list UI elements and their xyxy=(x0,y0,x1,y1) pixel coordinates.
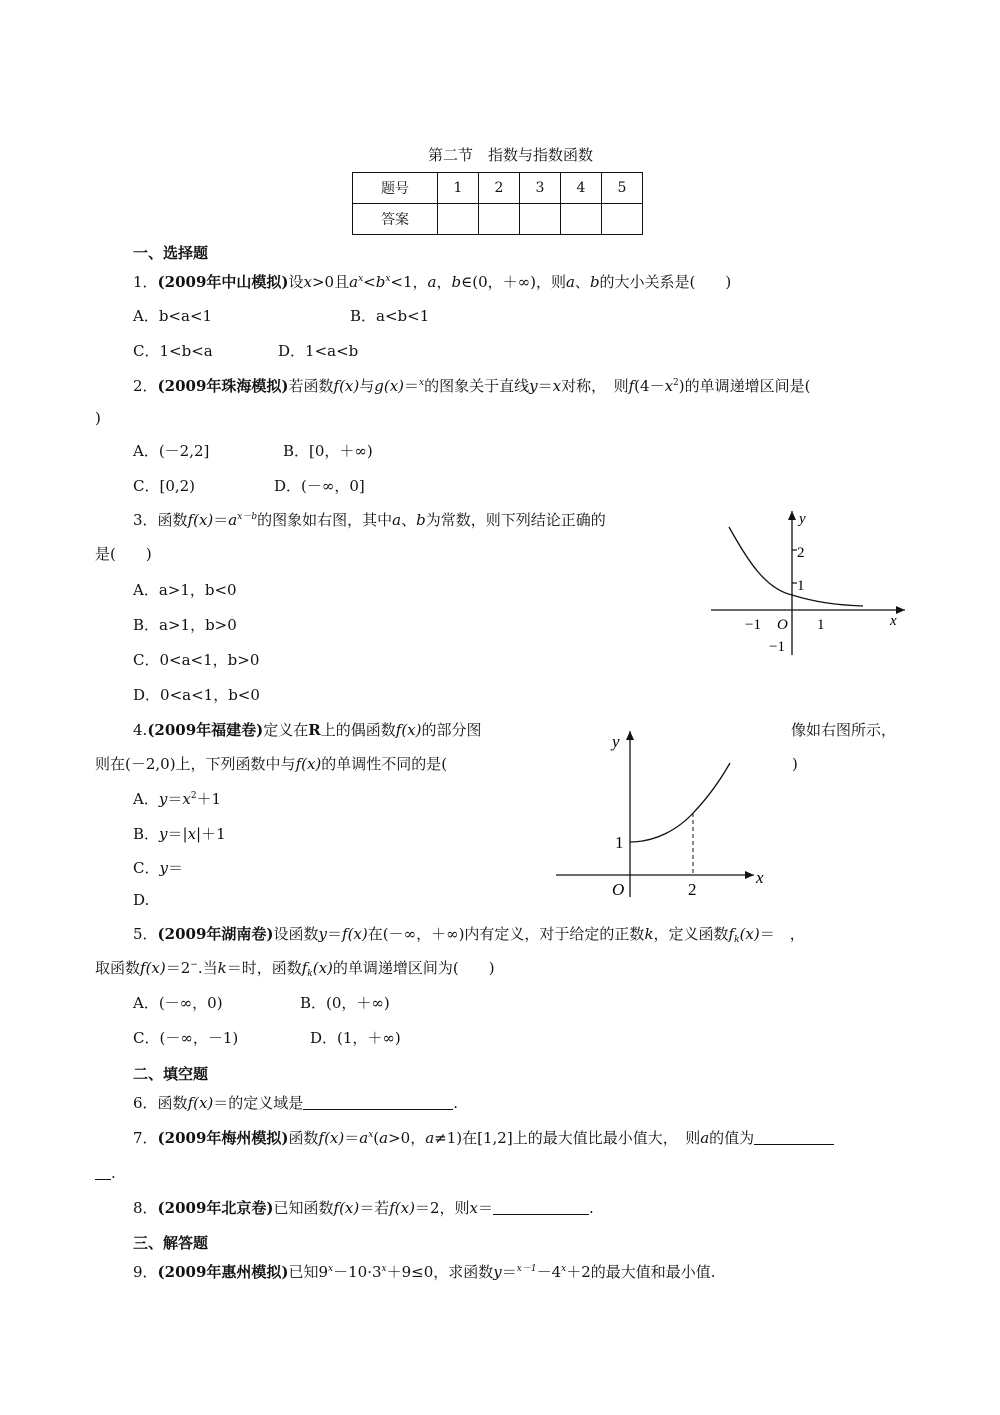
option-b: B．[0，＋∞) xyxy=(283,442,373,460)
question-4-line2: 则在(－2,0)上，下列函数中与f(x)的单调性不同的是( xyxy=(95,755,448,773)
answer-cell[interactable] xyxy=(479,204,520,235)
section-heading: 三、解答题 xyxy=(133,1234,209,1252)
tick-label: −1 xyxy=(769,639,785,655)
question-4-close: ) xyxy=(792,755,798,773)
answer-cell[interactable] xyxy=(520,204,561,235)
y-axis-label: y xyxy=(612,732,620,751)
x-axis-label: x xyxy=(756,868,764,887)
y-axis-arrow xyxy=(788,511,796,520)
option-d: D．1<a<b xyxy=(278,342,359,360)
table-label-answer: 答案 xyxy=(353,204,438,235)
question-5: 5．(2009年湖南卷)设函数y＝f(x)在(－∞，＋∞)内有定义，对于给定的正数k，定义函数$f_k(x)=$ ， xyxy=(133,925,805,945)
y-axis-label: y xyxy=(799,511,806,527)
x-axis-label: x xyxy=(890,613,897,629)
graph-even-function xyxy=(550,725,780,900)
answer-table xyxy=(352,172,643,235)
graph-exponential-decay xyxy=(705,505,915,660)
function-curve xyxy=(630,763,730,842)
tick-label: −1 xyxy=(745,617,761,633)
question-3-continued: 是( ) xyxy=(95,545,152,563)
answer-cell[interactable] xyxy=(602,204,643,235)
table-number: 4 xyxy=(561,173,602,204)
tick-label: 2 xyxy=(688,880,697,899)
option-a: A．a>1，b<0 xyxy=(133,581,237,599)
option-b: B．(0，＋∞) xyxy=(300,994,390,1012)
y-axis-arrow xyxy=(626,731,634,740)
decay-curve xyxy=(729,527,863,606)
x-axis-arrow xyxy=(896,606,905,614)
question-3: 3．函数$f(x)=a^{x-b}$的图象如右图，其中a、b为常数，则下列结论正确的 xyxy=(133,511,606,529)
origin-label: O xyxy=(777,617,788,633)
section-heading: 二、填空题 xyxy=(133,1065,209,1083)
question-2-continued: ) xyxy=(95,409,101,427)
question-4: 4.(2009年福建卷)定义在R上的偶函数f(x)的部分图 xyxy=(133,721,482,739)
question-8: 8．(2009年北京卷)已知函数f(x)＝若f(x)＝2，则x＝ . xyxy=(133,1199,594,1217)
question-2: 2．(2009年珠海模拟)若函数f(x)与g(x)＝$^x$的图象关于直线y＝x对称， 则$f(4-x^2)$的单调递增区间是( xyxy=(133,377,811,395)
x-axis-arrow xyxy=(745,871,754,879)
option-d: D．0<a<1，b<0 xyxy=(133,686,260,704)
option-c: C．1<b<a xyxy=(133,342,213,360)
answer-cell[interactable] xyxy=(438,204,479,235)
tick-label: 1 xyxy=(615,833,624,852)
option-d: D. xyxy=(133,891,150,909)
option-c: C．y＝ xyxy=(133,859,183,877)
page-title: 第二节 指数与指数函数 xyxy=(428,146,594,164)
question-4-right: 像如右图所示， xyxy=(791,721,897,739)
answer-blank[interactable] xyxy=(303,1095,453,1110)
question-6: 6．函数f(x)＝的定义域是 . xyxy=(133,1094,459,1112)
question-5-line2: 取函数f(x)＝2−.当k＝时，函数$f_k(x)$的单调递增区间为( ) xyxy=(95,959,495,979)
tick-label: 2 xyxy=(797,545,805,561)
option-d: D．(1，＋∞) xyxy=(310,1029,401,1047)
question-7: 7．(2009年梅州模拟)函数$f(x)=a^x(a>0$，a≠1)在[1,2]上的最大值比最小值大， 则a的值为 xyxy=(133,1128,834,1148)
option-a: A．(－2,2] xyxy=(133,442,210,460)
option-d: D．(－∞，0] xyxy=(274,477,365,495)
table-row xyxy=(353,173,643,204)
answer-blank[interactable] xyxy=(754,1130,834,1145)
option-a: A．(－∞，0) xyxy=(133,994,223,1012)
answer-cell[interactable] xyxy=(561,204,602,235)
section-heading: 一、选择题 xyxy=(133,244,209,262)
table-row xyxy=(353,204,643,235)
table-number: 2 xyxy=(479,173,520,204)
answer-blank[interactable] xyxy=(493,1200,589,1215)
option-c: C．(－∞，－1) xyxy=(133,1029,239,1047)
option-b: B．a>1，b>0 xyxy=(133,616,237,634)
question-1: 1．(2009年中山模拟)设x>0且$a^x<b^x<1$，a，b∈(0，＋∞)，则a、b的大小关系是( ) xyxy=(133,273,732,291)
question-7-continued: . xyxy=(95,1163,116,1183)
table-number: 1 xyxy=(438,173,479,204)
question-9: 9．(2009年惠州模拟)已知$9^x-10\cdot 3^x+9\le 0$，求函数$y=^{x-1}-4^x+2$的最大值和最小值. xyxy=(133,1263,716,1281)
tick-label: 1 xyxy=(817,617,825,633)
tick-label: 1 xyxy=(797,578,805,594)
answer-blank[interactable] xyxy=(95,1165,111,1180)
table-number: 5 xyxy=(602,173,643,204)
origin-label: O xyxy=(612,880,625,899)
option-c: C．[0,2) xyxy=(133,477,196,495)
option-a: A．b<a<1 xyxy=(133,307,213,325)
table-label-number: 题号 xyxy=(353,173,438,204)
option-a: A．$y=x^2+1$ xyxy=(133,790,222,808)
option-b: B．a<b<1 xyxy=(350,307,430,325)
table-number: 3 xyxy=(520,173,561,204)
option-b: B．y＝|x|＋1 xyxy=(133,825,226,843)
option-c: C．0<a<1，b>0 xyxy=(133,651,260,669)
